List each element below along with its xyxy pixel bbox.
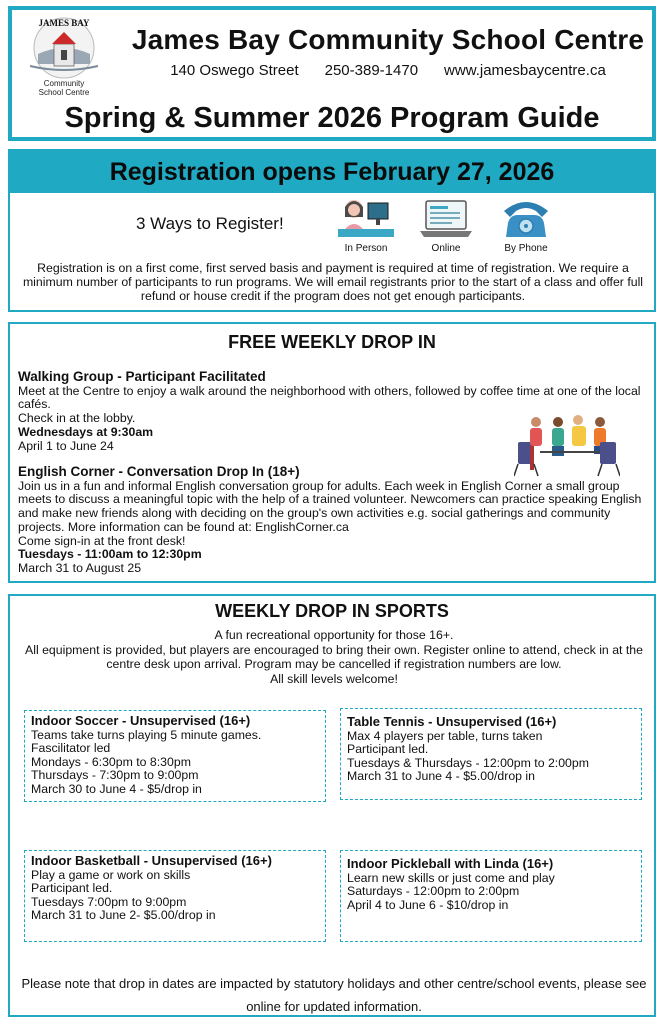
sport-detail: Tuesdays 7:00pm to 9:00pm	[31, 894, 187, 909]
logo-top-text: JAMES BAY	[38, 18, 90, 28]
program-dates: March 31 to August 25	[18, 560, 142, 575]
sports-intro-line: All skill levels welcome!	[270, 671, 398, 686]
phone-number: 250-389-1470	[324, 62, 419, 79]
sport-title: Indoor Pickleball with Linda (16+)	[347, 856, 554, 871]
indoor-pickleball-card	[340, 850, 642, 942]
register-in-person	[331, 197, 401, 254]
program-description: Join us in a fun and informal English conversation group for adults. Each week in English Corner a small group meets to discuss a meaningful topic with the help of a trained volunteer. Newcomers can practice speaking English and make new friends along with deciding on the group's own activities e.g. social gatherings and community projects. More information can be found at: EnglishCorner.ca	[18, 478, 642, 534]
logo-bottom-text-1: Community	[43, 79, 85, 88]
sports-section	[8, 594, 656, 1017]
sport-detail: Mondays - 6:30pm to 8:30pm	[31, 754, 191, 769]
sport-detail: Learn new skills or just come and play	[347, 870, 555, 885]
sport-detail: Saturdays - 12:00pm to 2:00pm	[347, 884, 520, 898]
free-drop-in-section	[8, 322, 656, 583]
indoor-soccer-card	[24, 710, 326, 802]
program-description: Meet at the Centre to enjoy a walk around the neighborhood with others, followed by coffee time at one of the local cafés.	[18, 383, 641, 412]
sports-intro-line: All equipment is provided, but players are encouraged to bring their own. Register online to attend, check in at the centre desk upon arrival. Program may be cancelled if registration numbers are low.	[25, 642, 643, 671]
online-label: Online	[431, 243, 461, 254]
indoor-basketball-card	[24, 850, 326, 942]
sport-title: Indoor Soccer - Unsupervised (16+)	[31, 713, 251, 728]
sport-detail: Participant led.	[347, 742, 429, 756]
registration-section	[8, 149, 656, 312]
centre-logo	[24, 14, 104, 100]
sport-title: Indoor Basketball - Unsupervised (16+)	[31, 853, 272, 868]
sport-detail: March 31 to June 4 - $5.00/drop in	[347, 769, 535, 783]
program-dates: April 1 to June 24	[18, 438, 114, 453]
by-phone-label: By Phone	[504, 243, 548, 254]
phone-icon	[498, 197, 554, 241]
program-schedule: Wednesdays at 9:30am	[18, 424, 154, 439]
sport-detail: Teams take turns playing 5 minute games.	[31, 727, 262, 742]
register-by-phone[interactable]	[491, 197, 561, 254]
english-corner-program	[18, 465, 646, 576]
sport-detail: Thursdays - 7:30pm to 9:00pm	[31, 768, 199, 782]
page-title: Spring & Summer 2026 Program Guide	[64, 102, 600, 134]
website-link[interactable]: www.jamesbaycentre.ca	[444, 62, 606, 79]
program-note: Check in at the lobby.	[18, 411, 136, 426]
sports-title: WEEKLY DROP IN SPORTS	[215, 601, 449, 621]
sport-detail: Tuesdays & Thursdays - 12:00pm to 2:00pm	[347, 755, 589, 770]
register-online[interactable]	[411, 197, 481, 254]
laptop-icon	[418, 197, 474, 241]
sport-detail: Max 4 players per table, turns taken	[347, 728, 543, 743]
in-person-label: In Person	[344, 243, 388, 254]
ways-to-register-label: 3 Ways to Register!	[136, 214, 284, 233]
lighthouse-logo-icon	[24, 14, 104, 100]
logo-bottom-text-2: School Centre	[38, 88, 90, 97]
registration-info: Registration is on a first come, first served basis and payment is required at time of registration. We require a minimum number of participants to run programs. We will email registrants prior to the start of a class and offer full refund or house credit if the program does not get enough participants.	[22, 261, 644, 303]
registration-banner: Registration opens February 27, 2026	[10, 151, 654, 193]
sports-intro-line: A fun recreational opportunity for those 16+.	[214, 628, 454, 642]
sport-detail: March 30 to June 4 - $5/drop in	[31, 781, 202, 796]
program-title: Walking Group - Participant Facilitated	[18, 369, 266, 384]
sport-detail: March 31 to June 2- $5.00/drop in	[31, 908, 216, 922]
sport-title: Table Tennis - Unsupervised (16+)	[347, 714, 557, 729]
program-schedule: Tuesdays - 11:00am to 12:30pm	[18, 547, 202, 562]
header	[8, 6, 656, 141]
sport-detail: Play a game or work on skills	[31, 867, 191, 882]
program-title: English Corner - Conversation Drop In (18+)	[18, 464, 300, 479]
contact-row	[120, 62, 656, 79]
organization-name: James Bay Community School Centre	[131, 24, 645, 55]
free-drop-in-title: FREE WEEKLY DROP IN	[228, 332, 436, 352]
in-person-icon	[338, 197, 394, 241]
table-tennis-card	[340, 708, 642, 800]
sport-detail: April 4 to June 6 - $10/drop in	[347, 897, 509, 912]
address: 140 Oswego Street	[170, 62, 299, 79]
program-note: Come sign-in at the front desk!	[18, 533, 186, 548]
holiday-note: Please note that drop in dates are impacted by statutory holidays and other centre/school events, please see online for updated information.	[21, 976, 647, 1014]
sports-intro	[24, 628, 644, 686]
sport-detail: Fascilitator led	[31, 741, 111, 755]
sport-detail: Participant led.	[31, 881, 113, 895]
